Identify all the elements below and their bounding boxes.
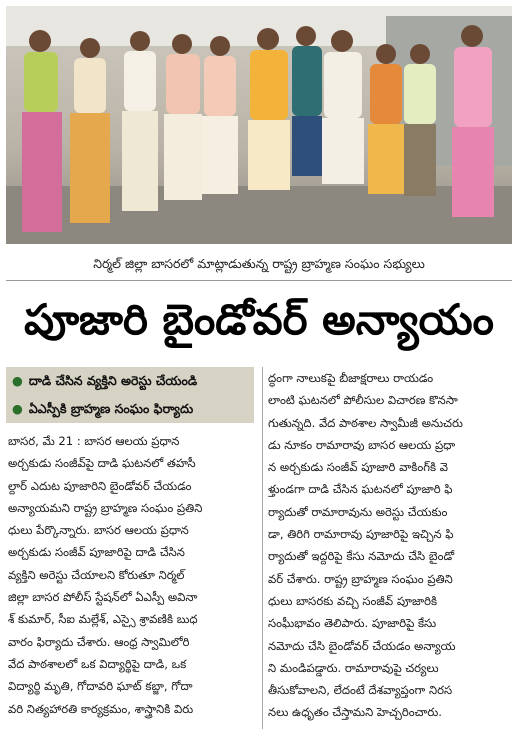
article-line: తీసుకోవాలని, లేదంటే దేశవ్యాప్తంగా నిరస <box>268 683 453 698</box>
article-line: అర్చకుడు సంజీవ్ పూజారిపై దాడి చేసిన <box>8 545 185 560</box>
photo-caption: నిర్మల్ జిల్లా బాసరలో మాట్లాడుతున్న రాష్ట్ర బ్రాహ్మణ సంఘం సభ్యులు <box>93 256 425 271</box>
article-line: వేద పాఠశాలలో ఒక విద్యార్థిపై దాడి, ఒక <box>8 656 187 671</box>
article-line: వరి నిత్యహారతి కార్యక్రమం, శాస్త్రానికి విరు <box>8 701 194 716</box>
article-line: ని మండిపడ్డారు. రామారావుపై చర్యలు <box>268 660 439 675</box>
article-line: శ్ కుమార్, సీఐ మల్లేశ్, ఎస్సై శ్రావణికి బుధ <box>8 612 198 627</box>
column-divider <box>262 367 263 729</box>
bullet-icon: ● <box>12 401 23 416</box>
article-line: సంఘీభావం తెలిపారు. పూజారిపై కేసు <box>268 616 437 631</box>
highlights-box <box>6 367 254 423</box>
article-line: విద్యార్థి మృతి, గోదావరి ఘాట్ కబ్జా, గోదా <box>8 679 193 694</box>
article-line: బాసర, మే 21 : బాసర ఆలయ ప్రధాన <box>8 434 180 448</box>
article-line: లాంటి ఘటనలో పోలీసుల విచారణ కొనసా <box>268 393 458 408</box>
group-photo-illustration <box>6 6 512 244</box>
group-photo <box>6 6 512 244</box>
article-line: అన్యాయమని రాష్ట్ర బ్రాహ్మణ సంఘం ప్రతిని <box>8 500 203 515</box>
article-line: నలు ఉధృతం చేస్తామని హెచ్చరించారు. <box>268 705 442 720</box>
article-line: వర్ చేశారు. రాష్ట్ర బ్రాహ్మణ సంఘం ప్రతిని <box>268 571 453 586</box>
highlight-item: ● ఏఎస్పీకి బ్రాహ్మణ సంఘం ఫిర్యాదు <box>12 401 194 416</box>
article-column-left <box>8 430 254 730</box>
article-line: ద్ధంగా నాలుకపై బీజాక్షరాలు రాయడం <box>268 371 434 385</box>
article-line: ళ్తుండగా దాడి చేసిన ఘటనలో పూజారి ఫి <box>268 482 453 497</box>
article-line: డా, తిరిగి రామారావు పూజారిపై ఇచ్చిన ఫి <box>268 527 454 542</box>
caption-divider <box>6 280 512 281</box>
article-line: వ్యక్తిని అరెస్టు చేయాలని కోరుతూ నిర్మల్ <box>8 567 185 582</box>
article-column-right <box>268 367 512 732</box>
highlight-item: ● దాడి చేసిన వ్యక్తిని అరెస్టు చేయండి <box>12 373 198 388</box>
article-line: గుతున్నది. వేద పాఠశాల స్వామీజీ అనుచరు <box>268 415 463 430</box>
article-line: డు నూకం రామారావు బాసర ఆలయ ప్రధా <box>268 437 456 452</box>
article-line: న అర్చకుడు సంజీవ్ పూజారి వాకింగ్‌కి వె <box>268 460 448 475</box>
article-line: ధులు పేర్కొన్నారు. బాసర ఆలయ ప్రధాన <box>8 523 189 538</box>
article-line: ల్దార్ ఎదుట పూజారిని బైండోవర్ చేయడం <box>8 478 192 493</box>
headline: పూజారి బైండోవర్ అన్యాయం <box>24 295 494 344</box>
article-line: ధులు బాసరకు వచ్చి సంజీవ్ పూజారికి <box>268 593 438 608</box>
bullet-icon: ● <box>12 373 23 388</box>
article-line: ర్యాదుతో ఇద్దరిపై కేసు నమోదు చేసి బైండో <box>268 549 455 564</box>
article-line: ర్యాదుతో రామారావును అరెస్టు చేయకుం <box>268 504 448 519</box>
article-line: వారం ఫిర్యాదు చేశారు. ఆంధ్ర స్వామిలోరి <box>8 634 190 649</box>
article-line: నమోదు చేసి బైండోవర్ చేయడం అన్యాయ <box>268 638 456 653</box>
article-line: అర్చకుడు సంజీవ్‌పై దాడి ఘటనలో తహసీ <box>8 456 196 471</box>
article-line: జిల్లా బాసర పోలీస్ స్టేషన్‌లో ఏఎస్పీ అవినా <box>8 590 198 605</box>
